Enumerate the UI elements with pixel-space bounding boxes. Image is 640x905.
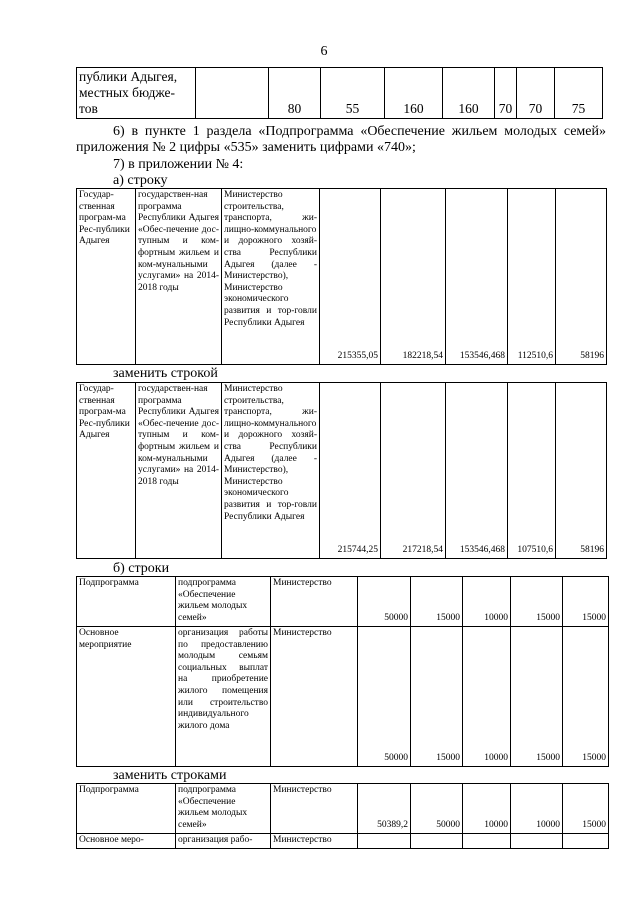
- paragraph-7: 7) в приложении № 4:: [113, 157, 244, 172]
- table-cell: 10000: [511, 784, 563, 834]
- table-cell: 50389,2: [358, 784, 411, 834]
- table-cell: 217218,54: [381, 383, 446, 559]
- table-cell: государствен-ная программа Республики Адыгея «Обес-печение дос-тупным и ком-фортным жильем и ком-мунальными услугами» на 2014-2018 годы: [136, 189, 222, 365]
- table-cell: 70: [517, 68, 555, 119]
- table-cell: 50000: [358, 627, 411, 767]
- table-cell: 70: [495, 68, 517, 119]
- table-cell: 10000: [463, 577, 511, 627]
- table-cell: Министерство строительства, транспорта, жи-лищно-коммунального и дорожного хозяй-ства Республики Адыгея (далее - Министерство), Министерство экономического развития и тор-говли Республики Адыгея: [222, 189, 320, 365]
- table-cell: 215355,05: [320, 189, 381, 365]
- table-cell: Министерство: [271, 627, 358, 767]
- table-b-new: [76, 783, 609, 849]
- table-cell: 15000: [411, 577, 463, 627]
- table-cell: Подпрограмма: [77, 784, 176, 834]
- table-cell: 160: [443, 68, 495, 119]
- table-cell: 15000: [511, 577, 563, 627]
- table-cell: 15000: [563, 627, 609, 767]
- table-cell: 15000: [563, 577, 609, 627]
- table-cell: подпрограмма «Обеспечение жильем молодых семей»: [176, 577, 271, 627]
- table-cell: 107510,6: [508, 383, 556, 559]
- table-cell: 215744,25: [320, 383, 381, 559]
- table-cell: 50000: [358, 577, 411, 627]
- table-top-label: публики Адыгея, местных бюдже-тов: [77, 68, 196, 119]
- table-cell: 10000: [463, 627, 511, 767]
- table-cell: 153546,468: [446, 189, 508, 365]
- table-cell: Основное меро-: [77, 834, 176, 849]
- paragraph-6: 6) в пункте 1 раздела «Подпрограмма «Обеспечение жильем молодых семей» приложения № 2 цифры «535» заменить цифрами «740»;: [76, 124, 606, 155]
- table-cell: Государ-ственная програм-ма Рес-публики Адыгея: [77, 383, 136, 559]
- heading-a: а) строку: [113, 173, 168, 188]
- heading-b: б) строки: [113, 561, 170, 576]
- table-cell: 58196: [556, 383, 607, 559]
- table-cell: Подпрограмма: [77, 577, 176, 627]
- table-cell: организация рабо-: [176, 834, 271, 849]
- table-cell: 10000: [463, 784, 511, 834]
- table-cell: 75: [555, 68, 603, 119]
- heading-replace-row: заменить строкой: [113, 366, 218, 381]
- table-cell: 80: [269, 68, 321, 119]
- table-cell: 50000: [411, 784, 463, 834]
- table-cell: Министерство: [271, 784, 358, 834]
- table-cell: Министерство: [271, 577, 358, 627]
- table-cell: государствен-ная программа Республики Адыгея «Обес-печение дос-тупным и ком-фортным жильем и ком-мунальными услугами» на 2014-2018 годы: [136, 383, 222, 559]
- table-cell: Основное мероприятие: [77, 627, 176, 767]
- table-cell: организация работы по предоставлению молодым семьям социальных выплат на приобретение жилого помещения или строительство индивидуального жилого дома: [176, 627, 271, 767]
- table-cell: 58196: [556, 189, 607, 365]
- table-cell: 15000: [563, 784, 609, 834]
- heading-replace-rows: заменить строками: [113, 768, 227, 783]
- table-cell: 153546,468: [446, 383, 508, 559]
- table-b-old: [76, 576, 609, 767]
- table-a-new: [76, 382, 607, 559]
- table-a-old: [76, 188, 607, 365]
- table-top: [76, 67, 603, 119]
- table-cell: 15000: [411, 627, 463, 767]
- table-cell: 160: [385, 68, 443, 119]
- page-number: 6: [320, 44, 328, 59]
- table-cell: 15000: [511, 627, 563, 767]
- table-cell: 55: [321, 68, 385, 119]
- table-cell: подпрограмма «Обеспечение жильем молодых семей»: [176, 784, 271, 834]
- table-cell: 182218,54: [381, 189, 446, 365]
- table-cell: 112510,6: [508, 189, 556, 365]
- table-cell: Министерство строительства, транспорта, жи-лищно-коммунального и дорожного хозяй-ства Республики Адыгея (далее - Министерство), Министерство экономического развития и тор-говли Республики Адыгея: [222, 383, 320, 559]
- table-cell: Государ-ственная програм-ма Рес-публики Адыгея: [77, 189, 136, 365]
- table-cell: Министерство: [271, 834, 358, 849]
